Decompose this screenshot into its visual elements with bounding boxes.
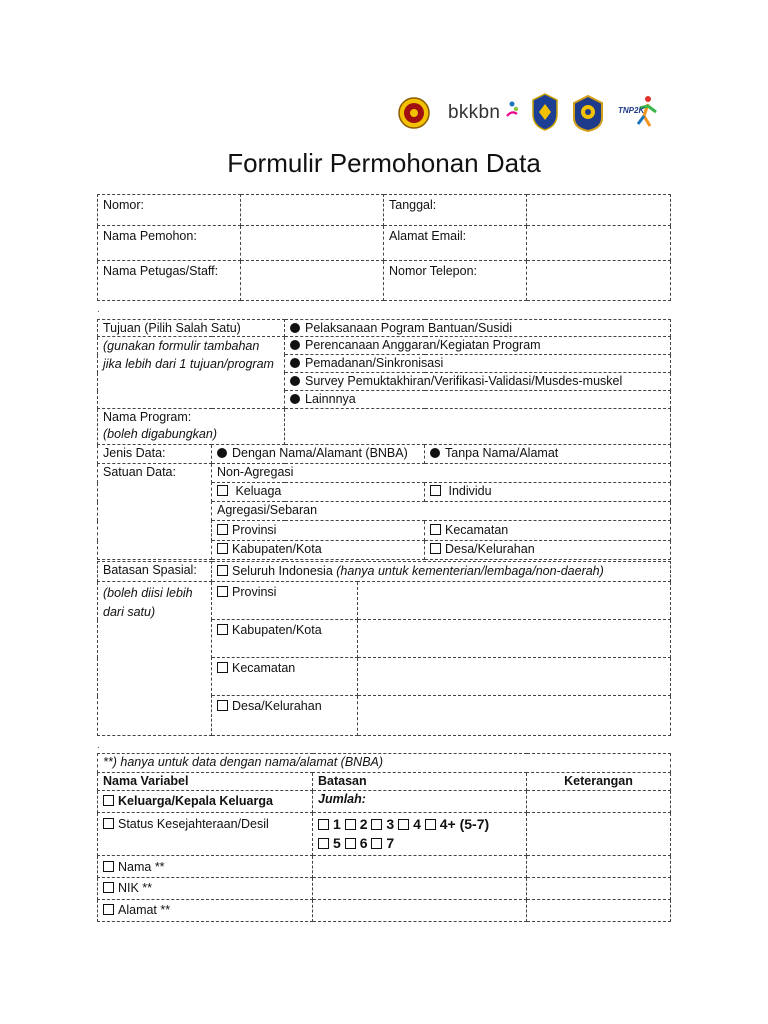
checkbox-icon: [371, 819, 382, 830]
alamat-email-field[interactable]: [527, 226, 671, 261]
bullet-icon: [290, 358, 300, 368]
jenis-data-option-tanpa[interactable]: [425, 445, 671, 464]
nomor-label: Nomor:: [98, 195, 241, 226]
logo-strip: [396, 92, 666, 136]
desil-option[interactable]: [345, 835, 368, 851]
checkbox-icon: [217, 624, 228, 635]
nik-keterangan-field[interactable]: [527, 878, 671, 900]
tujuan-option-5[interactable]: [285, 391, 671, 409]
keluarga-keterangan-field[interactable]: [527, 791, 671, 813]
checkbox-icon: [217, 565, 228, 576]
header-batasan: Batasan: [313, 773, 527, 791]
tanggal-field[interactable]: [527, 195, 671, 226]
batasan-spasial-note: (boleh diisi lebih dari satu): [98, 582, 212, 736]
desil-label: 4: [413, 816, 421, 832]
nama-program-field[interactable]: [285, 409, 671, 445]
checkbox-icon: [345, 838, 356, 849]
unit-kecamatan-checkbox[interactable]: [425, 521, 671, 541]
nama-petugas-label: Nama Petugas/Staff:: [98, 261, 241, 301]
checkbox-icon: [217, 700, 228, 711]
desil-option[interactable]: [371, 835, 394, 851]
desil-label: 2: [359, 816, 368, 832]
spatial-kecamatan-field[interactable]: [358, 658, 671, 696]
agregasi-label: Agregasi/Sebaran: [212, 502, 671, 521]
checkbox-icon: [217, 543, 228, 554]
satuan-data-label: Satuan Data:: [98, 464, 212, 560]
bullet-icon: [290, 323, 300, 333]
tnp2k-logo-text: TNP2K: [618, 106, 645, 115]
nama-variable-checkbox[interactable]: [98, 856, 313, 878]
finance-ministry-logo: [570, 94, 606, 132]
tujuan-note: (gunakan formulir tambahan jika lebih dari 1 tujuan/program: [98, 337, 285, 409]
emblem-logo: [398, 96, 430, 130]
checkbox-label: Desa/Kelurahan: [445, 542, 535, 556]
checkbox-icon: [103, 795, 114, 806]
alamat-keterangan-field[interactable]: [527, 900, 671, 922]
checkbox-icon: [217, 586, 228, 597]
nama-batasan-field[interactable]: [313, 856, 527, 878]
spatial-kabupaten-field[interactable]: [358, 620, 671, 658]
seluruh-note: (hanya untuk kementerian/lembaga/non-daerah): [336, 564, 604, 578]
bullet-icon: [290, 394, 300, 404]
seluruh-indonesia-checkbox[interactable]: [212, 562, 671, 582]
nik-variable-checkbox[interactable]: [98, 878, 313, 900]
checkbox-icon: [371, 838, 382, 849]
nomor-telepon-label: Nomor Telepon:: [384, 261, 527, 301]
option-label: Dengan Nama/Alamant (BNBA): [232, 446, 408, 460]
nama-keterangan-field[interactable]: [527, 856, 671, 878]
desil-label: 7: [386, 835, 395, 851]
desil-option[interactable]: [318, 816, 341, 832]
desil-options: [313, 813, 527, 856]
non-agregasi-label: Non-Agregasi: [212, 464, 671, 483]
desil-label: 1: [333, 816, 341, 832]
alamat-variable-checkbox[interactable]: [98, 900, 313, 922]
header-nama-variabel: Nama Variabel: [98, 773, 313, 791]
checkbox-label: Kabupaten/Kota: [232, 542, 322, 556]
checkbox-label: Individu: [445, 484, 492, 498]
tujuan-option-1[interactable]: [285, 320, 671, 337]
status-variable-checkbox[interactable]: [98, 813, 313, 856]
nama-pemohon-field[interactable]: [241, 226, 384, 261]
option-label: Survey Pemuktakhiran/Verifikasi-Validasi/Musdes-muskel: [305, 374, 623, 388]
desil-label: 6: [359, 835, 368, 851]
keluarga-checkbox[interactable]: [212, 483, 425, 502]
checkbox-icon: [103, 861, 114, 872]
nama-program-cell: [98, 409, 285, 445]
jumlah-label: Jumlah:: [313, 791, 527, 813]
unit-kabupaten-checkbox[interactable]: [212, 541, 425, 560]
tanggal-label: Tanggal:: [384, 195, 527, 226]
checkbox-icon: [398, 819, 409, 830]
header-keterangan: Keterangan: [527, 773, 671, 791]
desil-row-1: [318, 815, 521, 834]
bullet-icon: [290, 376, 300, 386]
checkbox-label: Status Kesejahteraan/Desil: [118, 817, 269, 831]
checkbox-icon: [430, 524, 441, 535]
alamat-batasan-field[interactable]: [313, 900, 527, 922]
option-label: Tanpa Nama/Alamat: [445, 446, 559, 460]
bkkbn-logo: [448, 102, 518, 128]
desil-option[interactable]: [318, 835, 341, 851]
desil-option[interactable]: [345, 816, 368, 832]
bullet-icon: [290, 340, 300, 350]
checkbox-icon: [103, 882, 114, 893]
checkbox-icon: [318, 819, 329, 830]
nomor-telepon-field[interactable]: [527, 261, 671, 301]
bkkbn-logo-text: bkkbn: [448, 102, 501, 123]
status-keterangan-field[interactable]: [527, 813, 671, 856]
checkbox-label: Kecamatan: [445, 523, 509, 537]
option-label: Pelaksanaan Pogram Bantuan/Susidi: [305, 321, 513, 335]
desil-option[interactable]: [398, 816, 421, 832]
option-label: Pemadanan/Sinkronisasi: [305, 356, 444, 370]
checkbox-icon: [217, 524, 228, 535]
checkbox-label: Keluarga/Kepala Keluarga: [118, 794, 273, 808]
checkbox-label: Provinsi: [232, 585, 277, 599]
request-table: [97, 319, 671, 560]
batasan-spasial-label: Batasan Spasial:: [98, 562, 212, 582]
nama-program-note: (boleh digabungkan): [103, 427, 217, 441]
checkbox-label: Nama **: [118, 860, 165, 874]
desil-option[interactable]: [425, 816, 489, 832]
jenis-data-label: Jenis Data:: [98, 445, 212, 464]
separator-dot: .: [97, 304, 100, 315]
jenis-data-option-bnba[interactable]: [212, 445, 425, 464]
form-title: Formulir Permohonan Data: [227, 148, 541, 178]
variables-table: [97, 753, 671, 922]
spatial-desa-checkbox[interactable]: [212, 696, 358, 736]
bullet-icon: [430, 448, 440, 458]
ministry-emblem-logo: [530, 92, 560, 132]
spatial-desa-field[interactable]: [358, 696, 671, 736]
checkbox-icon: [103, 904, 114, 915]
keluarga-variable-checkbox[interactable]: [98, 791, 313, 813]
spatial-kabupaten-checkbox[interactable]: [212, 620, 358, 658]
checkbox-label: Keluaga: [232, 484, 282, 498]
checkbox-icon: [430, 485, 441, 496]
spatial-provinsi-checkbox[interactable]: [212, 582, 358, 620]
tnp2k-logo: [618, 94, 662, 134]
checkbox-icon: [318, 838, 329, 849]
spatial-provinsi-field[interactable]: [358, 582, 671, 620]
desil-row-2: [318, 834, 521, 853]
checkbox-label: Seluruh Indonesia: [232, 564, 333, 578]
tujuan-label: Tujuan (Pilih Salah Satu): [98, 320, 285, 337]
checkbox-label: Desa/Kelurahan: [232, 699, 322, 713]
checkbox-icon: [430, 543, 441, 554]
nama-pemohon-label: Nama Pemohon:: [98, 226, 241, 261]
checkbox-icon: [345, 819, 356, 830]
nama-petugas-field[interactable]: [241, 261, 384, 301]
checkbox-label: NIK **: [118, 881, 153, 895]
checkbox-label: Provinsi: [232, 523, 277, 537]
spatial-kecamatan-checkbox[interactable]: [212, 658, 358, 696]
checkbox-icon: [217, 662, 228, 673]
desil-label: 3: [386, 816, 395, 832]
bullet-icon: [217, 448, 227, 458]
nama-program-label: Nama Program:: [103, 410, 192, 424]
checkbox-label: Kecamatan: [232, 661, 296, 675]
desil-label: 4+ (5-7): [439, 816, 490, 832]
checkbox-icon: [217, 485, 228, 496]
option-label: Lainnnya: [305, 392, 356, 406]
individu-checkbox[interactable]: [425, 483, 671, 502]
separator-dot: .: [97, 740, 100, 751]
checkbox-icon: [103, 818, 114, 829]
tujuan-option-2[interactable]: [285, 337, 671, 355]
tujuan-option-4[interactable]: [285, 373, 671, 391]
desil-label: 5: [333, 835, 341, 851]
unit-desa-checkbox[interactable]: [425, 541, 671, 560]
option-label: Perencanaan Anggaran/Kegiatan Program: [305, 338, 541, 352]
nomor-field[interactable]: [241, 195, 384, 226]
desil-option[interactable]: [371, 816, 394, 832]
alamat-email-label: Alamat Email:: [384, 226, 527, 261]
nik-batasan-field[interactable]: [313, 878, 527, 900]
checkbox-icon: [425, 819, 436, 830]
checkbox-label: Kabupaten/Kota: [232, 623, 322, 637]
bnba-note: **) hanya untuk data dengan nama/alamat (BNBA): [98, 754, 671, 773]
applicant-table: [97, 194, 671, 301]
checkbox-label: Alamat **: [118, 903, 171, 917]
unit-provinsi-checkbox[interactable]: [212, 521, 425, 541]
tujuan-option-3[interactable]: [285, 355, 671, 373]
spatial-table: [97, 561, 671, 736]
